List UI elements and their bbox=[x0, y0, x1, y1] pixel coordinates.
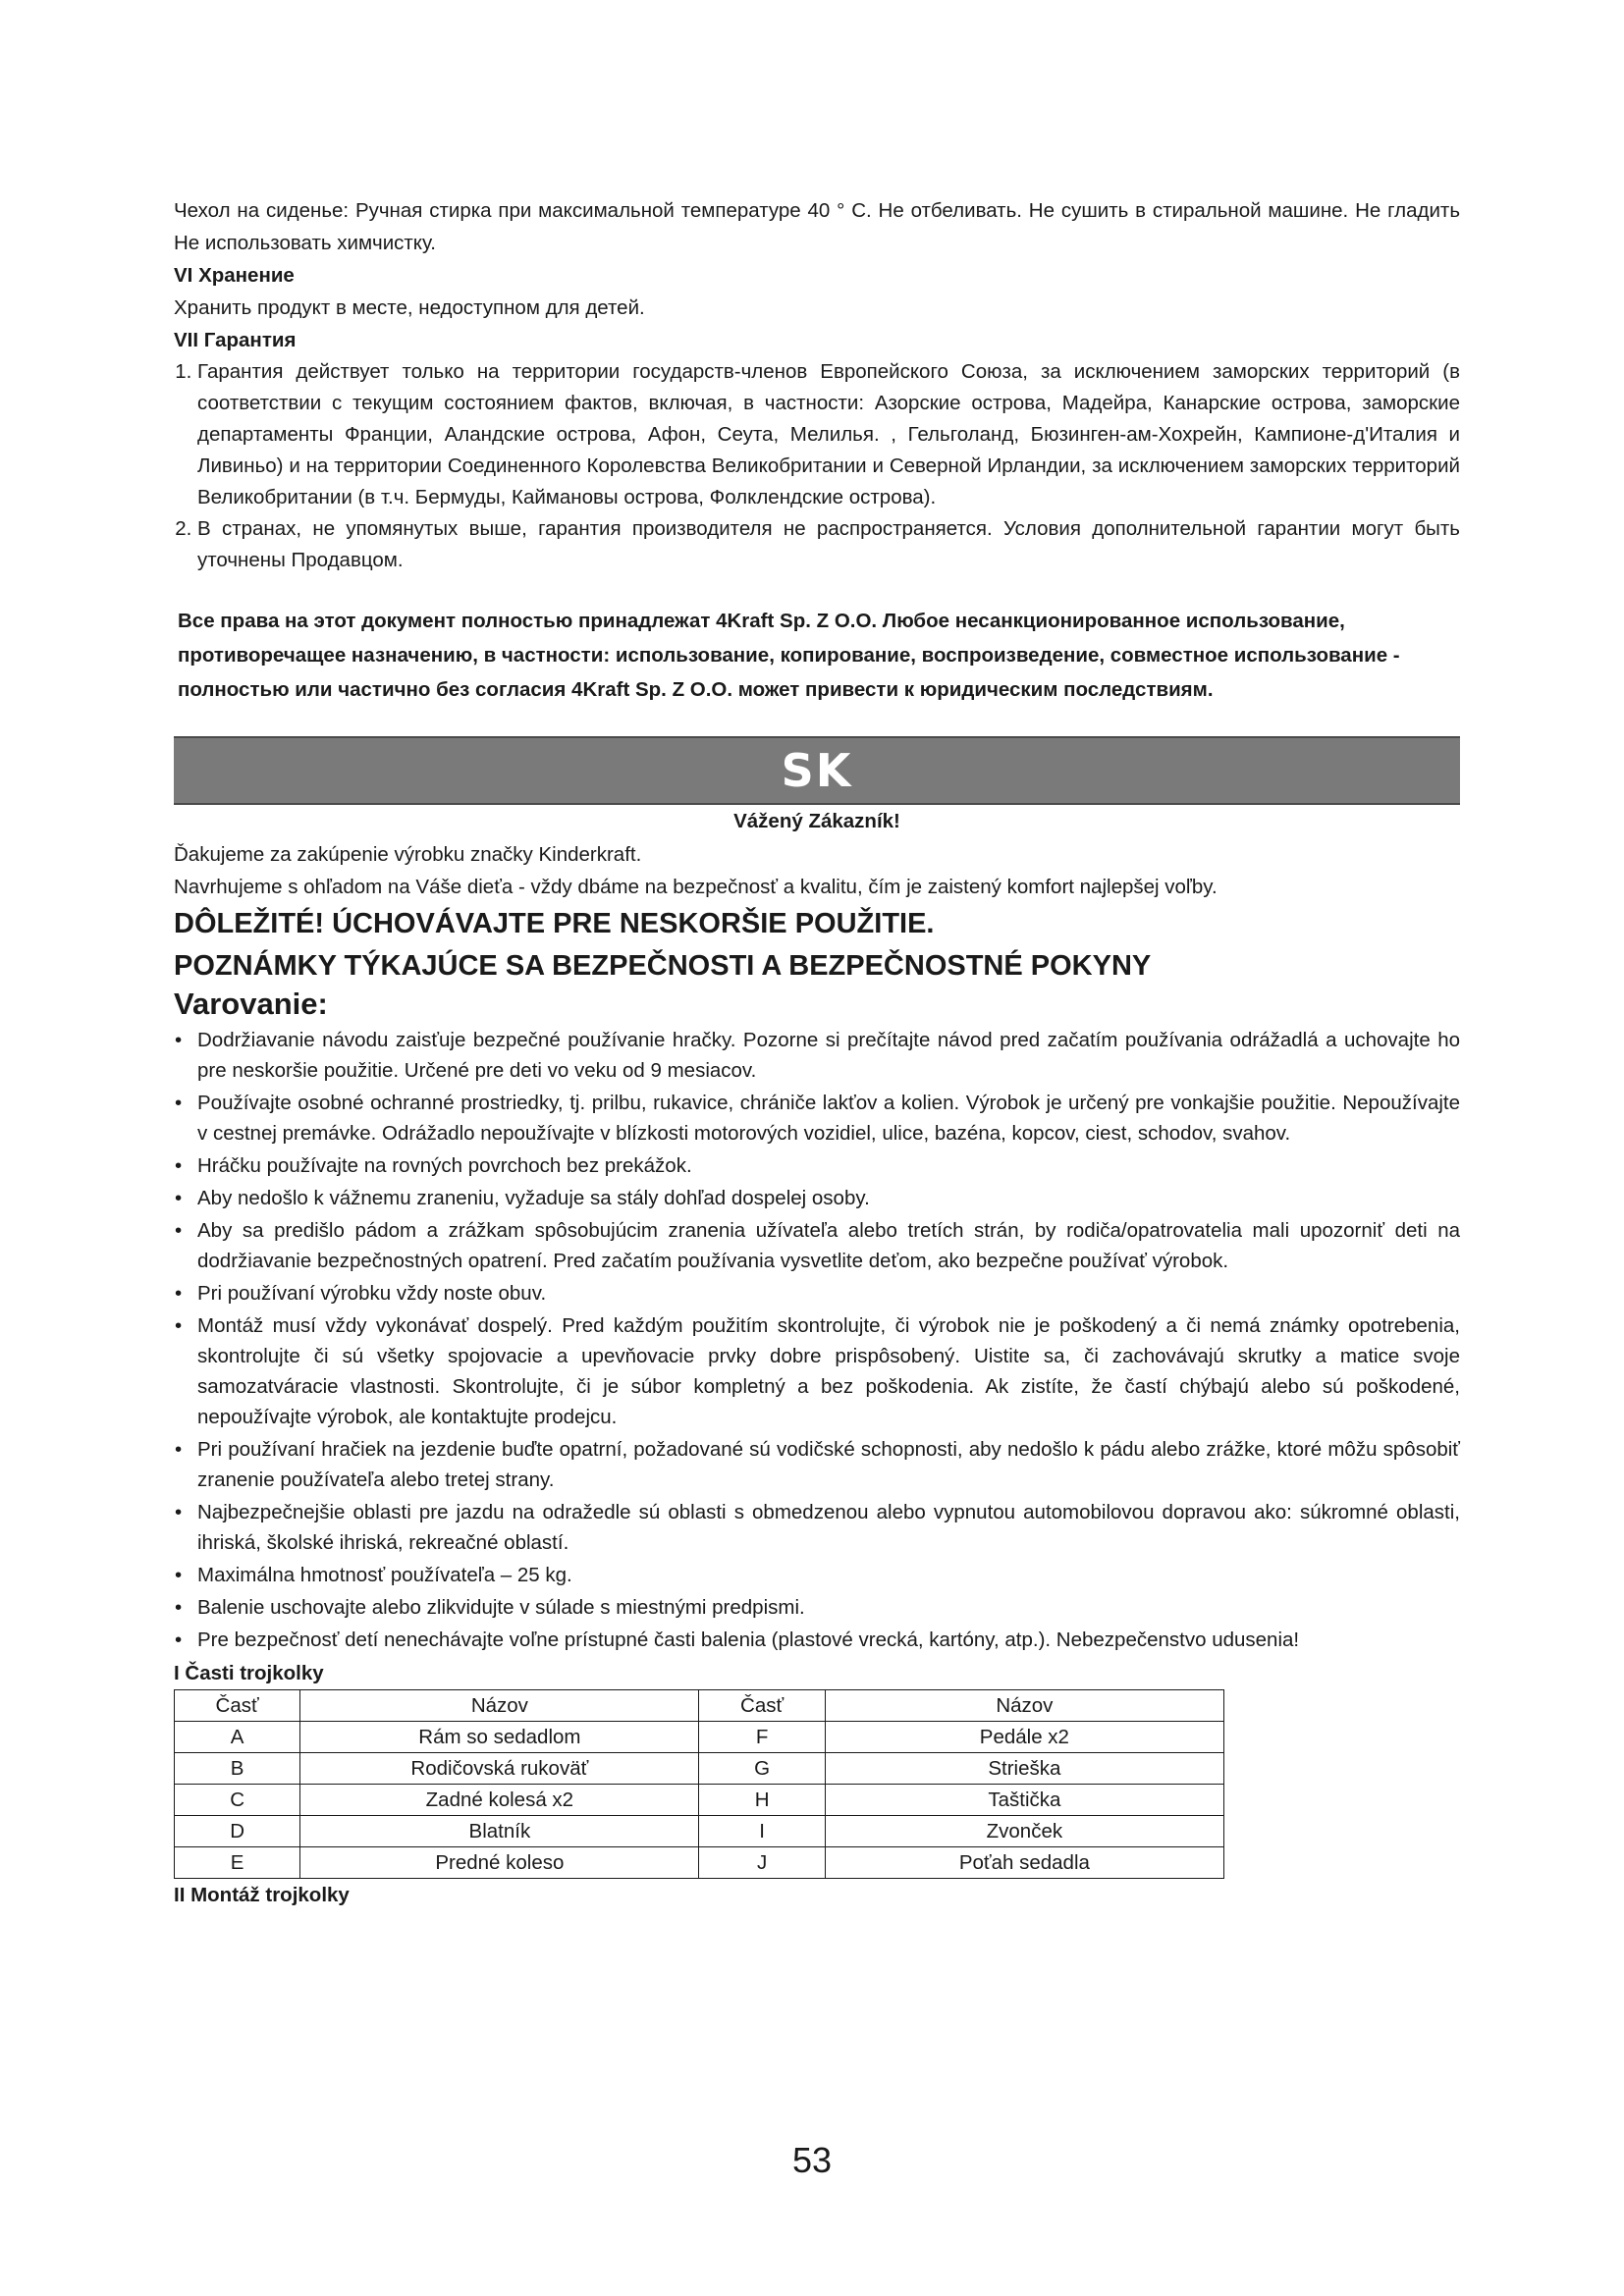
legal-notice: Все права на этот документ полностью принадлежат 4Kraft Sp. Z O.O. Любое несанкционированное использование, противоречащее назначению, в частности: использование, копирование, воспроизведение, совместное использование - полностью или частично без согласия 4Kraft Sp. Z O.O. может привести к юридическим последствиям. bbox=[178, 610, 1400, 701]
table-row bbox=[175, 1753, 1224, 1785]
bullet-icon: • bbox=[175, 1564, 183, 1586]
parts-table bbox=[174, 1689, 1224, 1879]
table-cell: I bbox=[699, 1816, 825, 1847]
parts-heading: I Časti trojkolky bbox=[174, 1662, 324, 1684]
warranty-heading: VII Гарантия bbox=[174, 329, 297, 351]
warning-text: Maximálna hmotnosť používateľa – 25 kg. bbox=[197, 1564, 572, 1586]
table-cell: J bbox=[699, 1847, 825, 1879]
bullet-icon: • bbox=[175, 1282, 183, 1305]
bullet-icon: • bbox=[175, 1092, 183, 1114]
language-banner-label: SK bbox=[781, 744, 853, 797]
warning-item bbox=[175, 1088, 1460, 1148]
warning-item bbox=[175, 1560, 1460, 1590]
table-cell: Strieška bbox=[825, 1753, 1223, 1785]
warning-item bbox=[175, 1183, 1460, 1213]
bullet-icon: • bbox=[175, 1154, 183, 1177]
table-header-row bbox=[175, 1690, 1224, 1722]
warning-text: Pri používaní výrobku vždy noste obuv. bbox=[197, 1282, 547, 1305]
warning-item bbox=[175, 1625, 1460, 1655]
bullet-icon: • bbox=[175, 1438, 183, 1461]
warning-text: Balenie uschovajte alebo zlikvidujte v súlade s miestnými predpismi. bbox=[197, 1596, 805, 1619]
table-cell: G bbox=[699, 1753, 825, 1785]
storage-heading: VI Хранение bbox=[174, 264, 295, 287]
table-cell: D bbox=[175, 1816, 300, 1847]
warning-list bbox=[174, 1025, 1460, 1655]
bullet-icon: • bbox=[175, 1596, 183, 1619]
table-row bbox=[175, 1816, 1224, 1847]
bullet-icon: • bbox=[175, 1187, 183, 1209]
table-cell: Predné koleso bbox=[300, 1847, 699, 1879]
table-cell: B bbox=[175, 1753, 300, 1785]
warranty-item: 2. В странах, не упомянутых выше, гарантия производителя не распространяется. Условия дополнительной гарантии могут быть уточнены Продавцом. bbox=[197, 513, 1460, 576]
warning-text: Hráčku používajte na rovných povrchoch bez prekážok. bbox=[197, 1154, 692, 1177]
warning-item bbox=[175, 1310, 1460, 1432]
table-cell: Rám so sedadlom bbox=[300, 1722, 699, 1753]
table-cell: H bbox=[699, 1785, 825, 1816]
column-header: Názov bbox=[825, 1690, 1223, 1722]
table-cell: Rodičovská rukoväť bbox=[300, 1753, 699, 1785]
warning-text: Dodržiavanie návodu zaisťuje bezpečné používanie hračky. Pozorne si prečítajte návod pred začatím používania odrážadlá a uchovajte ho pre neskoršie použitie. Určené pre deti vo veku od 9 mesiacov. bbox=[197, 1029, 1460, 1082]
warranty-list bbox=[174, 356, 1460, 576]
important-heading: DÔLEŽITÉ! ÚCHOVÁVAJTE PRE NESKORŠIE POUŽITIE. bbox=[174, 908, 935, 939]
warning-item bbox=[175, 1592, 1460, 1623]
bullet-icon: • bbox=[175, 1501, 183, 1523]
table-cell: Poťah sedadla bbox=[825, 1847, 1223, 1879]
storage-text: Хранить продукт в месте, недоступном для детей. bbox=[174, 296, 645, 319]
warning-item bbox=[175, 1025, 1460, 1086]
table-cell: C bbox=[175, 1785, 300, 1816]
table-cell: Taštička bbox=[825, 1785, 1223, 1816]
table-row bbox=[175, 1847, 1224, 1879]
warranty-item: 1. Гарантия действует только на территории государств-членов Европейского Союза, за исключением заморских территорий (в соответствии с текущим состоянием фактов, включая, в частности: Азорские острова, Мадейра, Канарские острова, заморские департаменты Франции, Аландские острова, Афон, Сеута, Мелилья. , Гельголанд, Бюзинген-ам-Хохрейн, Кампионе-д'Италия и Ливиньо) и на территории Соединенного Королевства Великобритании и Северной Ирландии, за исключением заморских территорий Великобритании (в т.ч. Бермуды, Каймановы острова, Фолклендские острова). bbox=[197, 356, 1460, 513]
page-content bbox=[174, 194, 1460, 1911]
warning-text: Pre bezpečnosť detí nenechávajte voľne prístupné časti balenia (plastové vrecká, kartóny, atp.). Nebezpečenstvo udusenia! bbox=[197, 1629, 1300, 1651]
table-cell: Pedále x2 bbox=[825, 1722, 1223, 1753]
warning-item bbox=[175, 1434, 1460, 1495]
language-banner bbox=[174, 736, 1460, 805]
column-header: Časť bbox=[699, 1690, 825, 1722]
warning-text: Montáž musí vždy vykonávať dospelý. Pred každým použitím skontrolujte, či výrobok nie je poškodený a či nemá známky opotrebenia, skontrolujte či sú všetky spojovacie a upevňovacie prvky dobre prispôsobený. Uistite sa, či zachovávajú skrutky a matice svoje samozatváracie vlastnosti. Skontrolujte, či je súbor kompletný a bez poškodenia. Ak zistíte, že častí chýbajú alebo sú poškodené, nepoužívajte výrobok, ale kontaktujte prodejcu. bbox=[197, 1314, 1460, 1428]
bullet-icon: • bbox=[175, 1029, 183, 1051]
table-cell: F bbox=[699, 1722, 825, 1753]
warning-item bbox=[175, 1215, 1460, 1276]
table-cell: Zvonček bbox=[825, 1816, 1223, 1847]
safety-heading: POZNÁMKY TÝKAJÚCE SA BEZPEČNOSTI A BEZPEČNOSTNÉ POKYNY bbox=[174, 950, 1152, 982]
column-header: Názov bbox=[300, 1690, 699, 1722]
warning-text: Aby nedošlo k vážnemu zraneniu, vyžaduje sa stály dohľad dospelej osoby. bbox=[197, 1187, 870, 1209]
warning-text: Najbezpečnejšie oblasti pre jazdu na odražedle sú oblasti s obmedzenou alebo vypnutou automobilovou dopravou ako: súkromné oblasti, ihriská, školské ihriská, rekreačné oblastí. bbox=[197, 1501, 1460, 1554]
column-header: Časť bbox=[175, 1690, 300, 1722]
assembly-heading: II Montáž trojkolky bbox=[174, 1884, 350, 1906]
warning-heading: Varovanie: bbox=[174, 987, 328, 1021]
warning-item bbox=[175, 1278, 1460, 1308]
table-cell: Blatník bbox=[300, 1816, 699, 1847]
table-row bbox=[175, 1722, 1224, 1753]
bullet-icon: • bbox=[175, 1219, 183, 1242]
warning-item bbox=[175, 1497, 1460, 1558]
care-instructions: Чехол на сиденье: Ручная стирка при максимальной температуре 40 ° C. Не отбеливать. Не сушить в стиральной машине. Не гладить Не использовать химчистку. bbox=[174, 199, 1460, 254]
table-cell: A bbox=[175, 1722, 300, 1753]
intro-text: Navrhujeme s ohľadom na Váše dieťa - vždy dbáme na bezpečnosť a kvalitu, čím je zaistený komfort najlepšej voľby. bbox=[174, 876, 1218, 898]
warning-text: Pri používaní hračiek na jezdenie buďte opatrní, požadované sú vodičské schopnosti, aby nedošlo k pádu alebo zrážke, ktoré môžu spôsobiť zranenie používateľa alebo tretej strany. bbox=[197, 1438, 1460, 1491]
thanks-text: Ďakujeme za zakúpenie výrobku značky Kinderkraft. bbox=[174, 843, 642, 866]
greeting: Vážený Zákazník! bbox=[733, 810, 900, 832]
table-row bbox=[175, 1785, 1224, 1816]
warning-text: Aby sa predišlo pádom a zrážkam spôsobujúcim zranenia užívateľa alebo tretích strán, by rodiča/opatrovatelia mali upozorniť deti na dodržiavanie bezpečnostných opatrení. Pred začatím používania vysvetlite deťom, ako bezpečne používať výrobok. bbox=[197, 1219, 1460, 1272]
warning-item bbox=[175, 1150, 1460, 1181]
bullet-icon: • bbox=[175, 1629, 183, 1651]
page-number: 53 bbox=[791, 2140, 833, 2180]
table-cell: Zadné kolesá x2 bbox=[300, 1785, 699, 1816]
warning-text: Používajte osobné ochranné prostriedky, tj. prilbu, rukavice, chrániče lakťov a kolien. Výrobok je určený pre vonkajšie použitie. Nepoužívajte v cestnej premávke. Odrážadlo nepoužívajte v blízkosti motorových vozidiel, ulice, bazéna, kopcov, ciest, schodov, svahov. bbox=[197, 1092, 1460, 1145]
bullet-icon: • bbox=[175, 1314, 183, 1337]
table-cell: E bbox=[175, 1847, 300, 1879]
